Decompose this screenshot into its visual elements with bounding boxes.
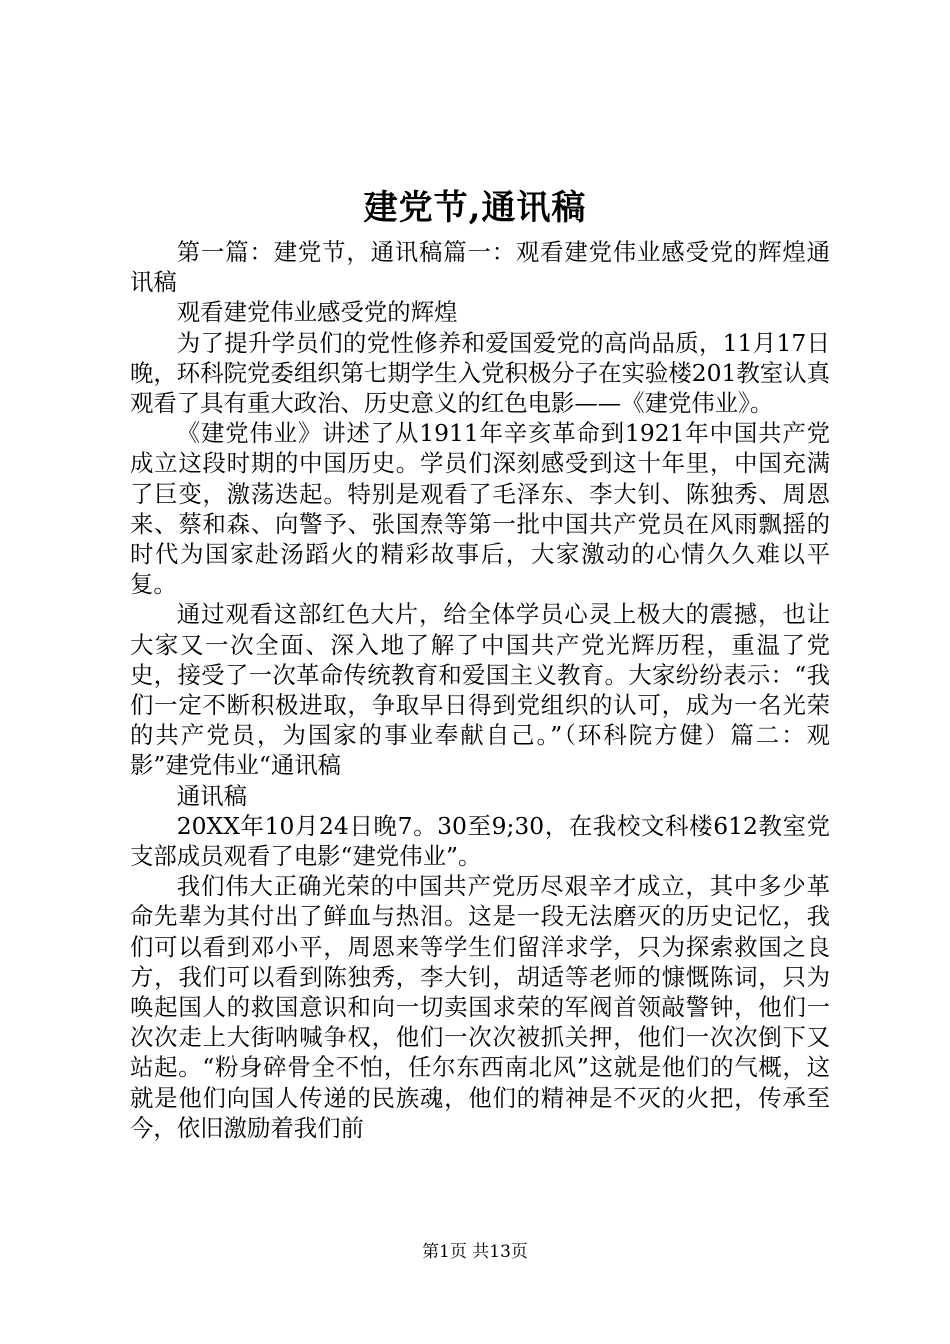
page-number-footer: 第1页 共13页 — [422, 1242, 528, 1262]
paragraph: 通讯稿 — [176, 781, 247, 810]
paragraph: 观看建党伟业感受党的辉煌 — [176, 298, 458, 327]
paragraph: 20XX年10月24日晚7。30至9;30，在我校文科楼612教室党支部成员观看了电影“建党伟业”。 — [130, 811, 830, 871]
paragraph: 我们伟大正确光荣的中国共产党历尽艰辛才成立，其中多少革命先辈为其付出了鲜血与热泪。这是一段无法磨灭的历史记忆，我们可以看到邓小平，周恩来等学生们留洋求学，只为探索救国之良方，我们可以看到陈独秀，李大钊，胡适等老师的慷慨陈词，只为唤起国人的救国意识和向一切卖国求荣的军阀首领敲警钟，他们一次次走上大街呐喊争权，他们一次次被抓关押，他们一次次倒下又站起。“粉身碎骨全不怕，任尔东西南北风”这就是他们的气概，这就是他们向国人传递的民族魂，他们的精神是不灭的火把，传承至今，依旧激励着我们前 — [130, 872, 830, 1142]
document-body — [130, 237, 830, 1143]
document-title: 建党节,通讯稿 — [363, 188, 587, 228]
paragraph: 《建党伟业》讲述了从1911年辛亥革命到1921年中国共产党成立这段时期的中国历史。学员们深刻感受到这十年里，中国充满了巨变，激荡迭起。特别是观看了毛泽东、李大钊、陈独秀、周恩来、蔡和森、向警予、张国焘等第一批中国共产党员在风雨飘摇的时代为国家赴汤蹈火的精彩故事后，大家激动的心情久久难以平复。 — [130, 419, 830, 599]
paragraph: 通过观看这部红色大片，给全体学员心灵上极大的震撼，也让大家又一次全面、深入地了解了中国共产党光辉历程，重温了党史，接受了一次革命传统教育和爱国主义教育。大家纷纷表示：“我们一定不断积极进取，争取早日得到党组织的认可，成为一名光荣的共产党员，为国家的事业奉献自己。”（环科院方健）篇二：观影”建党伟业“通讯稿 — [130, 600, 830, 780]
paragraph: 第一篇：建党节，通讯稿篇一：观看建党伟业感受党的辉煌通讯稿 — [130, 238, 830, 297]
paragraph: 为了提升学员们的党性修养和爱国爱党的高尚品质，11月17日晚，环科院党委组织第七期学生入党积极分子在实验楼201教室认真观看了具有重大政治、历史意义的红色电影——《建党伟业》。 — [130, 328, 830, 418]
